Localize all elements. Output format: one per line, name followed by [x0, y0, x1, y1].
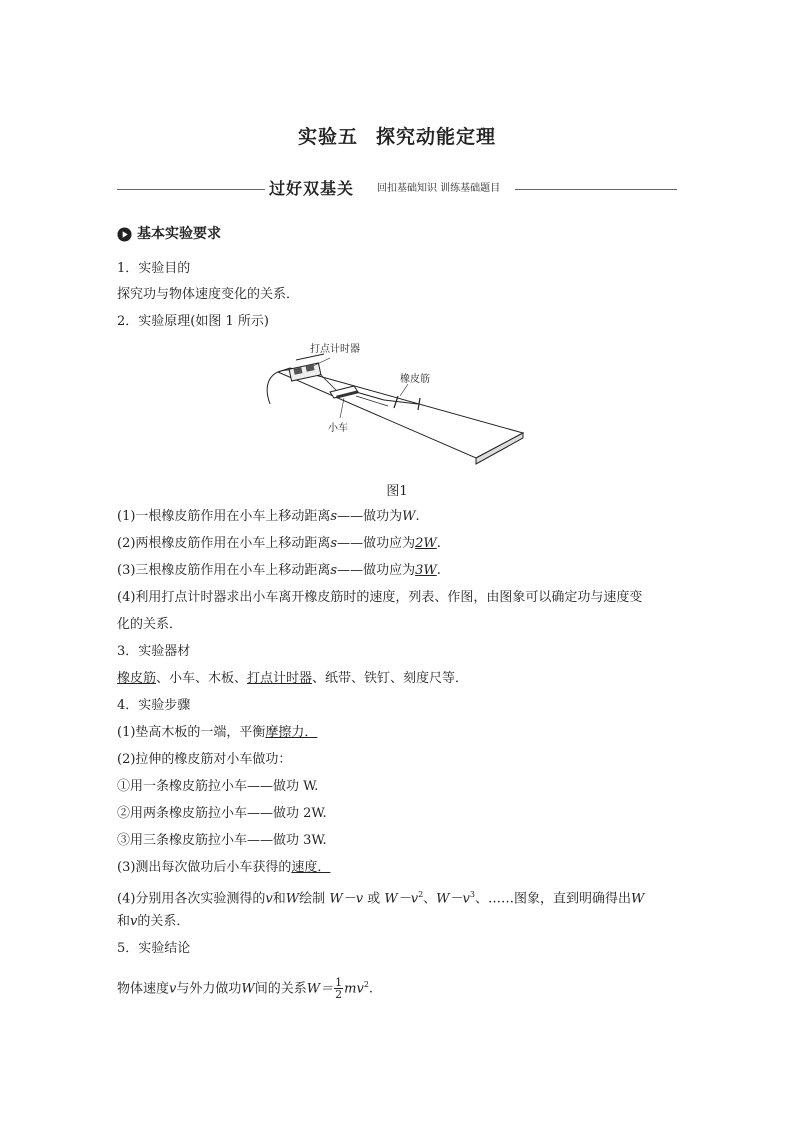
banner-rule-left	[117, 189, 265, 190]
section-heading-text: 基本实验要求	[137, 226, 221, 242]
principle-1: (1)一根橡皮筋作用在小车上移动距离s——做功为W.	[117, 509, 420, 524]
s3-heading: 3．实验器材	[117, 644, 191, 659]
s5-heading: 5．实验结论	[117, 941, 191, 956]
s2-heading: 2．实验原理(如图 1 所示)	[117, 314, 269, 329]
fraction-one-half: $\frac{1}{2}$	[335, 976, 343, 1002]
s5-conclusion: 物体速度v与外力做功W间的关系W＝ $\frac{1}{2}$ $mv^2$.	[117, 976, 374, 1002]
principle-3: (3)三根橡皮筋作用在小车上移动距离s——做功应为3W.	[117, 563, 441, 578]
principle-4-cont: 化的关系．	[117, 617, 183, 632]
principle-2: (2)两根橡皮筋作用在小车上移动距离s——做功应为2W.	[117, 536, 441, 551]
s3-materials: 橡皮筋、小车、木板、打点计时器、纸带、铁钉、刻度尺等．	[117, 671, 469, 686]
step-2: (2)拉伸的橡皮筋对小车做功：	[117, 752, 292, 767]
step-2-3: ③用三条橡皮筋拉小车——做功 3W.	[117, 833, 327, 848]
step-1: (1)垫高木板的一端，平衡摩擦力．	[117, 725, 318, 740]
s1-heading: 1．实验目的	[117, 261, 191, 276]
step-2-2: ②用两条橡皮筋拉小车——做功 2W.	[117, 806, 327, 821]
step-4-cont: 和v的关系．	[117, 914, 190, 929]
figure-caption: 图1	[386, 484, 408, 499]
section-banner	[117, 178, 677, 200]
banner-main: 过好双基关	[269, 179, 355, 198]
principle-4: (4)利用打点计时器求出小车离开橡皮筋时的速度，列表、作图，由图象可以确定功与速度变	[117, 590, 643, 605]
page-title	[0, 122, 794, 149]
banner-rule-right	[515, 189, 677, 190]
play-bullet-icon	[117, 227, 132, 242]
step-4: (4)分别用各次实验测得的v和W绘制 W－v 或 $W-v^2$、$W-v^3$、……图象，直到明确得出W	[117, 890, 645, 907]
title-part2: 探究动能定理	[376, 126, 497, 148]
banner-sub: 回扣基础知识 训练基础题目	[377, 183, 501, 194]
label-cart: 小车	[328, 423, 348, 434]
s1-text: 探究功与物体速度变化的关系．	[117, 287, 300, 302]
section-heading	[117, 224, 221, 244]
s4-heading: 4．实验步骤	[117, 698, 191, 713]
step-2-1: ①用一条橡皮筋拉小车——做功 W.	[117, 779, 319, 794]
step-3: (3)测出每次做功后小车获得的速度．	[117, 860, 331, 875]
title-part1: 实验五	[297, 126, 358, 148]
label-timer: 打点计时器	[310, 344, 360, 355]
experiment-figure	[258, 338, 528, 470]
label-band: 橡皮筋	[400, 374, 430, 385]
